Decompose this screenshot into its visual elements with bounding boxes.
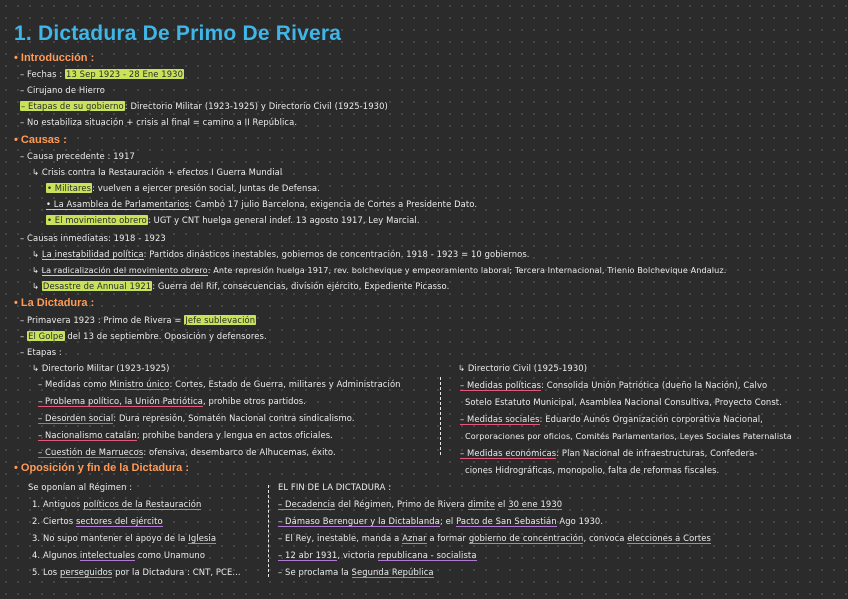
causa-militares: • Militares: vuelven a ejercer presión social, Juntas de Defensa. [47, 183, 320, 193]
highlight: – Desorden social [38, 413, 114, 423]
highlight: elecciones a Cortes [627, 533, 711, 543]
fin-item-4: – 12 abr 1931, victoria republicana - socialista [278, 550, 477, 560]
oposicion-lead: Se oponían al Régimen : [28, 482, 133, 492]
highlight: gobierno de concentración [468, 533, 584, 543]
highlight: Pacto de San Sebastián [456, 516, 557, 526]
oposicion-item-4: 4. Algunos intelectuales como Unamuno [32, 550, 206, 560]
oposicion-item-2: 2. Ciertos sectores del ejército [32, 516, 163, 526]
intro-fechas: – Fechas : 13 Sep 1923 - 28 Ene 1930 [20, 69, 184, 79]
highlight: – Cuestión de Marruecos [38, 447, 144, 457]
civil-politicas: – Medidas políticas: Consolida Unión Patriótica (dueño la Nación), Calvo [460, 380, 768, 390]
civil-sociales-2: Corporaciones por oficios, Comités Parlamentarios, Leyes Sociales Paternalista [465, 431, 792, 441]
oposicion-item-3: 3. No supo mantener el apoyo de la Iglesia [32, 533, 217, 543]
highlight: La radicalización del movimiento obrero [41, 265, 208, 275]
highlight: – Decadencia [278, 499, 336, 509]
highlight: – Medidas sociales [460, 414, 540, 424]
highlight: dimite [467, 499, 495, 509]
oposicion-item-1: 1. Antiguos políticos de la Restauración [32, 499, 202, 509]
causa-inestabilidad: ↳ La inestabilidad política: Partidos dinásticos inestables, gobiernos de concentración. 1918 - 1923 = 10 gobiernos. [32, 249, 530, 259]
highlight: políticos de la Restauración [83, 499, 202, 509]
fin-item-5: – Se proclama la Segunda República [278, 567, 434, 577]
causa-crisis: ↳ Crisis contra la Restauración + efectos I Guerra Mundial [32, 167, 283, 177]
highlight: El Golpe [28, 331, 64, 341]
causa-obrero: • El movimiento obrero: UGT y CNT huelga general indef. 13 agosto 1917, Ley Marcial. [47, 215, 420, 225]
section-heading-dictadura: • La Dictadura : [14, 297, 95, 309]
section-heading-oposicion: • Oposición y fin de la Dictadura : [14, 462, 189, 474]
dictadura-primavera: – Primavera 1923 : Primo de Rivera = Jefe sublevación [20, 315, 256, 325]
fin-item-2: – Dámaso Berenguer y la Dictablanda; el Pacto de San Sebastián Ago 1930. [278, 516, 604, 526]
highlight: Aznar [402, 533, 427, 543]
civil-sociales: – Medidas sociales: Eduardo Aunós Organización corporativa Nacional, [460, 414, 763, 424]
dictadura-golpe: – El Golpe del 13 de septiembre. Oposición y defensores. [20, 331, 267, 341]
highlight: – Problema político, la Unión Patriótica [38, 396, 203, 406]
section-heading-intro: • Introducción : [14, 52, 95, 64]
highlight: – Etapas de su gobierno [21, 101, 124, 111]
militar-heading: ↳ Directorio Militar (1923-1925) [32, 363, 170, 373]
highlight: • Militares [47, 183, 92, 193]
dictadura-etapas: – Etapas : [20, 347, 62, 357]
highlight: • El movimiento obrero [47, 215, 147, 225]
fin-heading: EL FIN DE LA DICTADURA : [278, 482, 392, 492]
causa-radicalizacion: ↳ La radicalización del movimiento obrero: Ante represión huelga 1917, rev. bolchevique y empeoramiento laboral; Tercera Internacional, Trienio Bolchevique Andaluz. [32, 265, 727, 275]
militar-marruecos: – Cuestión de Marruecos: ofensiva, desembarco de Alhucemas, éxito. [38, 447, 336, 457]
highlight: • La Asamblea de Parlamentarios [46, 199, 190, 209]
highlight: republicana - socialista [377, 550, 477, 560]
highlight: – Nacionalismo catalán [38, 430, 137, 440]
column-divider [268, 485, 269, 577]
causas-inmediatas: – Causas inmediatas: 1918 - 1923 [20, 233, 166, 243]
civil-economicas: – Medidas económicas: Plan Nacional de infraestructuras, Confedera- [460, 448, 758, 458]
highlight: – Medidas políticas [460, 380, 542, 390]
intro-etapas: – Etapas de su gobierno: Directorio Militar (1923-1925) y Directorio Civil (1925-1930) [21, 101, 388, 111]
highlight: – Dámaso Berenguer y la Dictablanda [278, 516, 440, 526]
militar-medidas: – Medidas como Ministro único: Cortes, Estado de Guerra, militares y Administración [38, 379, 401, 389]
highlight: Iglesia [188, 533, 217, 543]
civil-economicas-2: ciones Hidrográficas, monopolio, falta de reformas fiscales. [465, 465, 720, 475]
highlight: Desastre de Annual 1921 [42, 281, 152, 291]
column-divider [440, 377, 441, 455]
militar-desorden: – Desorden social: Dura represión, Somatén Nacional contra sindicalismo. [38, 413, 355, 423]
intro-cirujano: – Cirujano de Hierro [20, 85, 105, 95]
highlight: intelectuales [79, 550, 135, 560]
section-heading-causas: • Causas : [14, 134, 67, 146]
highlight: perseguidos [60, 567, 113, 577]
causa-annual: ↳ Desastre de Annual 1921: Guerra del Rif, consecuencias, división ejército, Expediente Picasso. [32, 281, 450, 291]
militar-nacionalismo: – Nacionalismo catalán: prohibe bandera y lengua en actos oficiales. [38, 430, 333, 440]
highlight: sectores del ejército [75, 516, 163, 526]
causa-precedente: – Causa precedente : 1917 [20, 151, 135, 161]
highlight: – Medidas económicas [460, 448, 557, 458]
highlight: 13 Sep 1923 - 28 Ene 1930 [66, 69, 184, 79]
civil-heading: ↳ Directorio Civil (1925-1930) [458, 363, 588, 373]
highlight: La inestabilidad política [41, 249, 144, 259]
highlight: Ministro único [109, 379, 170, 389]
militar-problema: – Problema político, la Unión Patriótica, prohibe otros partidos. [38, 396, 307, 406]
highlight: Jefe sublevación [185, 315, 256, 325]
causa-asamblea: • La Asamblea de Parlamentarios: Cambó 17 julio Barcelona, exigencia de Cortes a Presidente Dato. [46, 199, 478, 209]
page-title: 1. Dictadura De Primo De Rivera [14, 22, 342, 45]
civil-politicas-2: Sotelo Estatuto Municipal, Asamblea Nacional Consultiva, Proyecto Const. [465, 397, 782, 407]
highlight: – 12 abr 1931 [278, 550, 338, 560]
highlight: 30 ene 1930 [508, 499, 563, 509]
fin-item-3: – El Rey, inestable, manda a Aznar a formar gobierno de concentración, convoca elecciones a Cortes [278, 533, 711, 543]
fin-item-1: – Decadencia del Régimen, Primo de Rivera dimite el 30 ene 1930 [278, 499, 563, 509]
intro-estabiliza: – No estabiliza situación + crisis al final = camino a II República. [20, 117, 298, 127]
highlight: Segunda República [351, 567, 434, 577]
oposicion-item-5: 5. Los perseguidos por la Dictadura : CNT, PCE... [32, 567, 241, 577]
